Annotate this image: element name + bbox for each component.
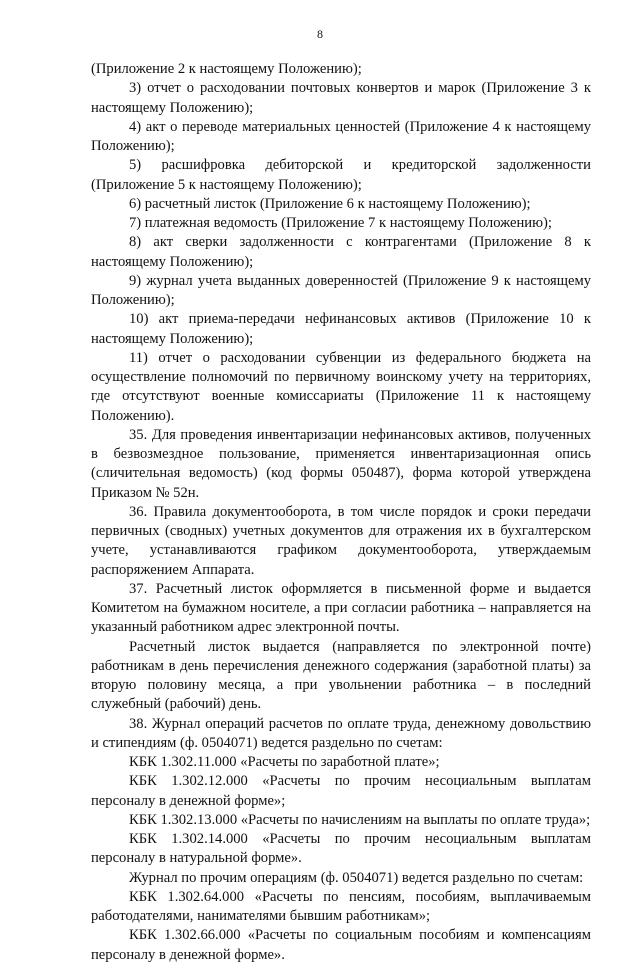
list-item-6: 6) расчетный листок (Приложение 6 к настоящему Положению); <box>129 195 531 212</box>
list-item-8: 8) акт сверки задолженности с контрагентами (Приложение 8 к настоящему Положению); <box>91 234 591 270</box>
page-number: 8 <box>317 27 323 41</box>
kbk-302-11: КБК 1.302.11.000 «Расчеты по заработной плате»; <box>129 754 440 770</box>
kbk-302-66: КБК 1.302.66.000 «Расчеты по социальным пособиям и компенсациям персоналу в денежной форме». <box>91 927 591 963</box>
list-item-3: 3) отчет о расходовании почтовых конвертов и марок (Приложение 3 к настоящему Положению); <box>91 80 591 116</box>
clause-38: 38. Журнал операций расчетов по оплате труда, денежному довольствию и стипендиям (ф. 0504071) ведется раздельно по счетам: <box>91 715 591 751</box>
paragraph-appendix-2-tail: (Приложение 2 к настоящему Положению); <box>91 61 362 77</box>
list-item-11: 11) отчет о расходовании субвенции из федерального бюджета на осуществление полномочий по первичному воинскому учету на территориях, где отсутствуют военные комиссариаты (Приложение 11 к настоящему Положению). <box>91 349 591 424</box>
kbk-302-13: КБК 1.302.13.000 «Расчеты по начислениям на выплаты по оплате труда»; <box>129 811 591 828</box>
kbk-302-14: КБК 1.302.14.000 «Расчеты по прочим несоциальным выплатам персоналу в натуральной форме». <box>91 831 591 867</box>
kbk-302-12: КБК 1.302.12.000 «Расчеты по прочим несоциальным выплатам персоналу в денежной форме»; <box>91 773 591 809</box>
list-item-5: 5) расшифровка дебиторской и кредиторской задолженности (Приложение 5 к настоящему Положению); <box>91 157 591 193</box>
clause-36: 36. Правила документооборота, в том числе порядок и сроки передачи первичных (сводных) учетных документов для отражения их в бухгалтерском учете, устанавливаются графиком документооборота, утверждаемым распоряжением Аппарата. <box>91 503 591 578</box>
list-item-7: 7) платежная ведомость (Приложение 7 к настоящему Положению); <box>129 215 552 231</box>
paragraph-payslip-delivery: Расчетный листок выдается (направляется по электронной почте) работникам в день перечисления денежного содержания (заработной платы) за вторую половину месяца, а при увольнении работника – в последний служебный (рабочий) день. <box>91 638 591 713</box>
clause-37: 37. Расчетный листок оформляется в письменной форме и выдается Комитетом на бумажном носителе, а при согласии работника – направляется на указанный работником адрес электронной почты. <box>91 580 591 636</box>
list-item-10: 10) акт приема-передачи нефинансовых активов (Приложение 10 к настоящему Положению); <box>91 311 591 347</box>
document-body <box>91 60 591 965</box>
clause-35: 35. Для проведения инвентаризации нефинансовых активов, полученных в безвозмездное пользование, применяется инвентаризационная опись (сличительная ведомость) (код формы 050487), форма которой утверждена Приказом № 52н. <box>91 426 591 501</box>
kbk-302-64: КБК 1.302.64.000 «Расчеты по пенсиям, пособиям, выплачиваемым работодателями, нанимателями бывшим работникам»; <box>91 888 591 924</box>
list-item-4: 4) акт о переводе материальных ценностей (Приложение 4 к настоящему Положению); <box>91 118 591 154</box>
list-item-9: 9) журнал учета выданных доверенностей (Приложение 9 к настоящему Положению); <box>91 272 591 308</box>
paragraph-other-operations-journal: Журнал по прочим операциям (ф. 0504071) ведется раздельно по счетам: <box>129 869 584 886</box>
